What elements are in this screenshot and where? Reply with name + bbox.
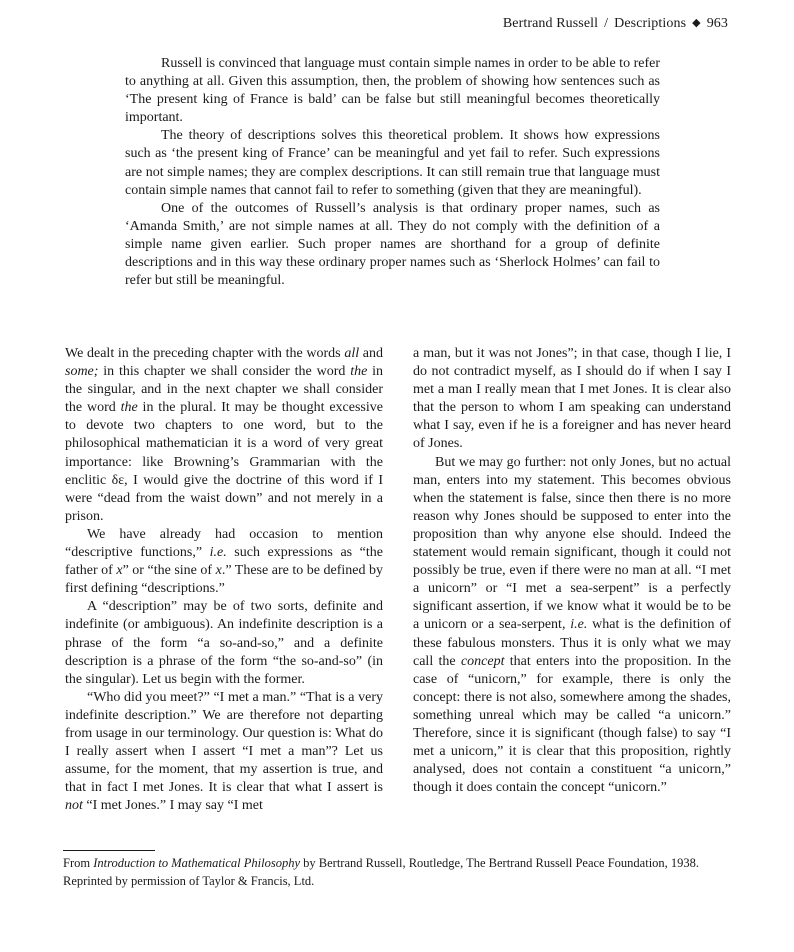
body-paragraph: a man, but it was not Jones”; in that case, though I lie, I do not contradict myself, as I should do if when I say I met a man I really mean that I met Jones. It is clear also that the person to whom I am speaking can understand what I say, even if he is a foreigner and has never heard of Jones. <box>413 346 731 452</box>
right-column <box>413 345 731 815</box>
page-number: 963 <box>706 16 728 31</box>
diamond-icon: ◆ <box>692 17 701 29</box>
source-footnote <box>63 855 743 890</box>
footnote-line: From Introduction to Mathematical Philosophy by Bertrand Russell, Routledge, The Bertrand Russell Peace Foundation, 1938. <box>63 856 700 870</box>
header-author: Bertrand Russell <box>502 16 599 31</box>
intro-paragraph: Russell is convinced that language must contain simple names in order to be able to refer to anything at all. Given this assumption, then, the problem of showing how sentences such as ‘The present king of France is bald’ can be false but still meaningful becomes theoretically important. <box>125 56 660 126</box>
running-head <box>503 16 728 32</box>
book-title: Introduction to Mathematical Philosophy <box>93 856 301 870</box>
body-paragraph: We dealt in the preceding chapter with the words all and some; in this chapter we shall consider the word the in the singular, and in the next chapter we shall consider the word the in the plural. It may be thought excessive to devote two chapters to one word, but to the philosophical mathematician it is a word of very great importance: like Browning’s Grammarian with the enclitic δε, I would give the doctrine of this word if I were “dead from the waist down” and not merely in a prison. <box>65 346 384 524</box>
body-paragraph: We have already had occasion to mention “descriptive functions,” i.e. such expressions as “the father of x” or “the sine of x.” These are to be defined by first defining “descriptions.” <box>65 526 383 597</box>
intro-paragraph: One of the outcomes of Russell’s analysis is that ordinary proper names, such as ‘Amanda Smith,’ are not simple names at all. They do not comply with the definition of a simple name given earlier. Such proper names are shorthand for a group of definite descriptions and in this way these ordinary proper names such as ‘Sherlock Holmes’ can fail to refer but still be meaningful. <box>125 200 660 289</box>
intro-paragraph: The theory of descriptions solves this theoretical problem. It shows how expressions such as ‘the present king of France’ can be meaningful and yet fail to refer. Such expressions are not simple names; they are complex descriptions. It can still remain true that language must contain simple names that cannot fail to refer to something (given that they are meaningful). <box>125 128 660 198</box>
body-paragraph: But we may go further: not only Jones, but no actual man, enters into my statement. This becomes obvious when the statement is false, since then there is no more reason why Jones should be supposed to enter into the proposition than why anyone else should. Indeed the statement would remain significant, though it could not possibly be true, even if there were no man at all. “I met a unicorn” or “I met a sea-serpent” is a perfectly significant assertion, if we know what it would be to be a unicorn or a sea-serpent, i.e. what is the definition of these fabulous monsters. Thus it is only what we may call the concept that enters into the proposition. In the case of “unicorn,” for example, there is only the concept: there is not also, somewhere among the shades, something unreal which may be called “a unicorn.” Therefore, since it is significant (though false) to say “I met a unicorn,” it is clear that this proposition, rightly analysed, does not contain a constituent “a unicorn,” though it does contain the concept “unicorn.” <box>413 454 731 796</box>
left-column <box>65 345 383 815</box>
main-text <box>65 345 731 815</box>
footnote-rule <box>63 850 155 851</box>
footnote-line: Reprinted by permission of Taylor & Francis, Ltd. <box>63 873 315 888</box>
body-paragraph: A “description” may be of two sorts, definite and indefinite (or ambiguous). An indefinite description is a phrase of the form “a so-and-so,” and a definite description is a phrase of the form “the so-and-so” (in the singular). Let us begin with the former. <box>65 599 383 687</box>
body-paragraph: “Who did you meet?” “I met a man.” “That is a very indefinite description.” We are therefore not departing from usage in our terminology. Our question is: What do I really assert when I assert “I met a man”? Let us assume, for the moment, that my assertion is true, and that in fact I met Jones. It is clear that what I assert is not “I met Jones.” I may say “I met <box>65 689 383 814</box>
header-separator: / <box>604 16 609 31</box>
editor-introduction <box>125 55 660 290</box>
header-title: Descriptions <box>614 16 687 31</box>
